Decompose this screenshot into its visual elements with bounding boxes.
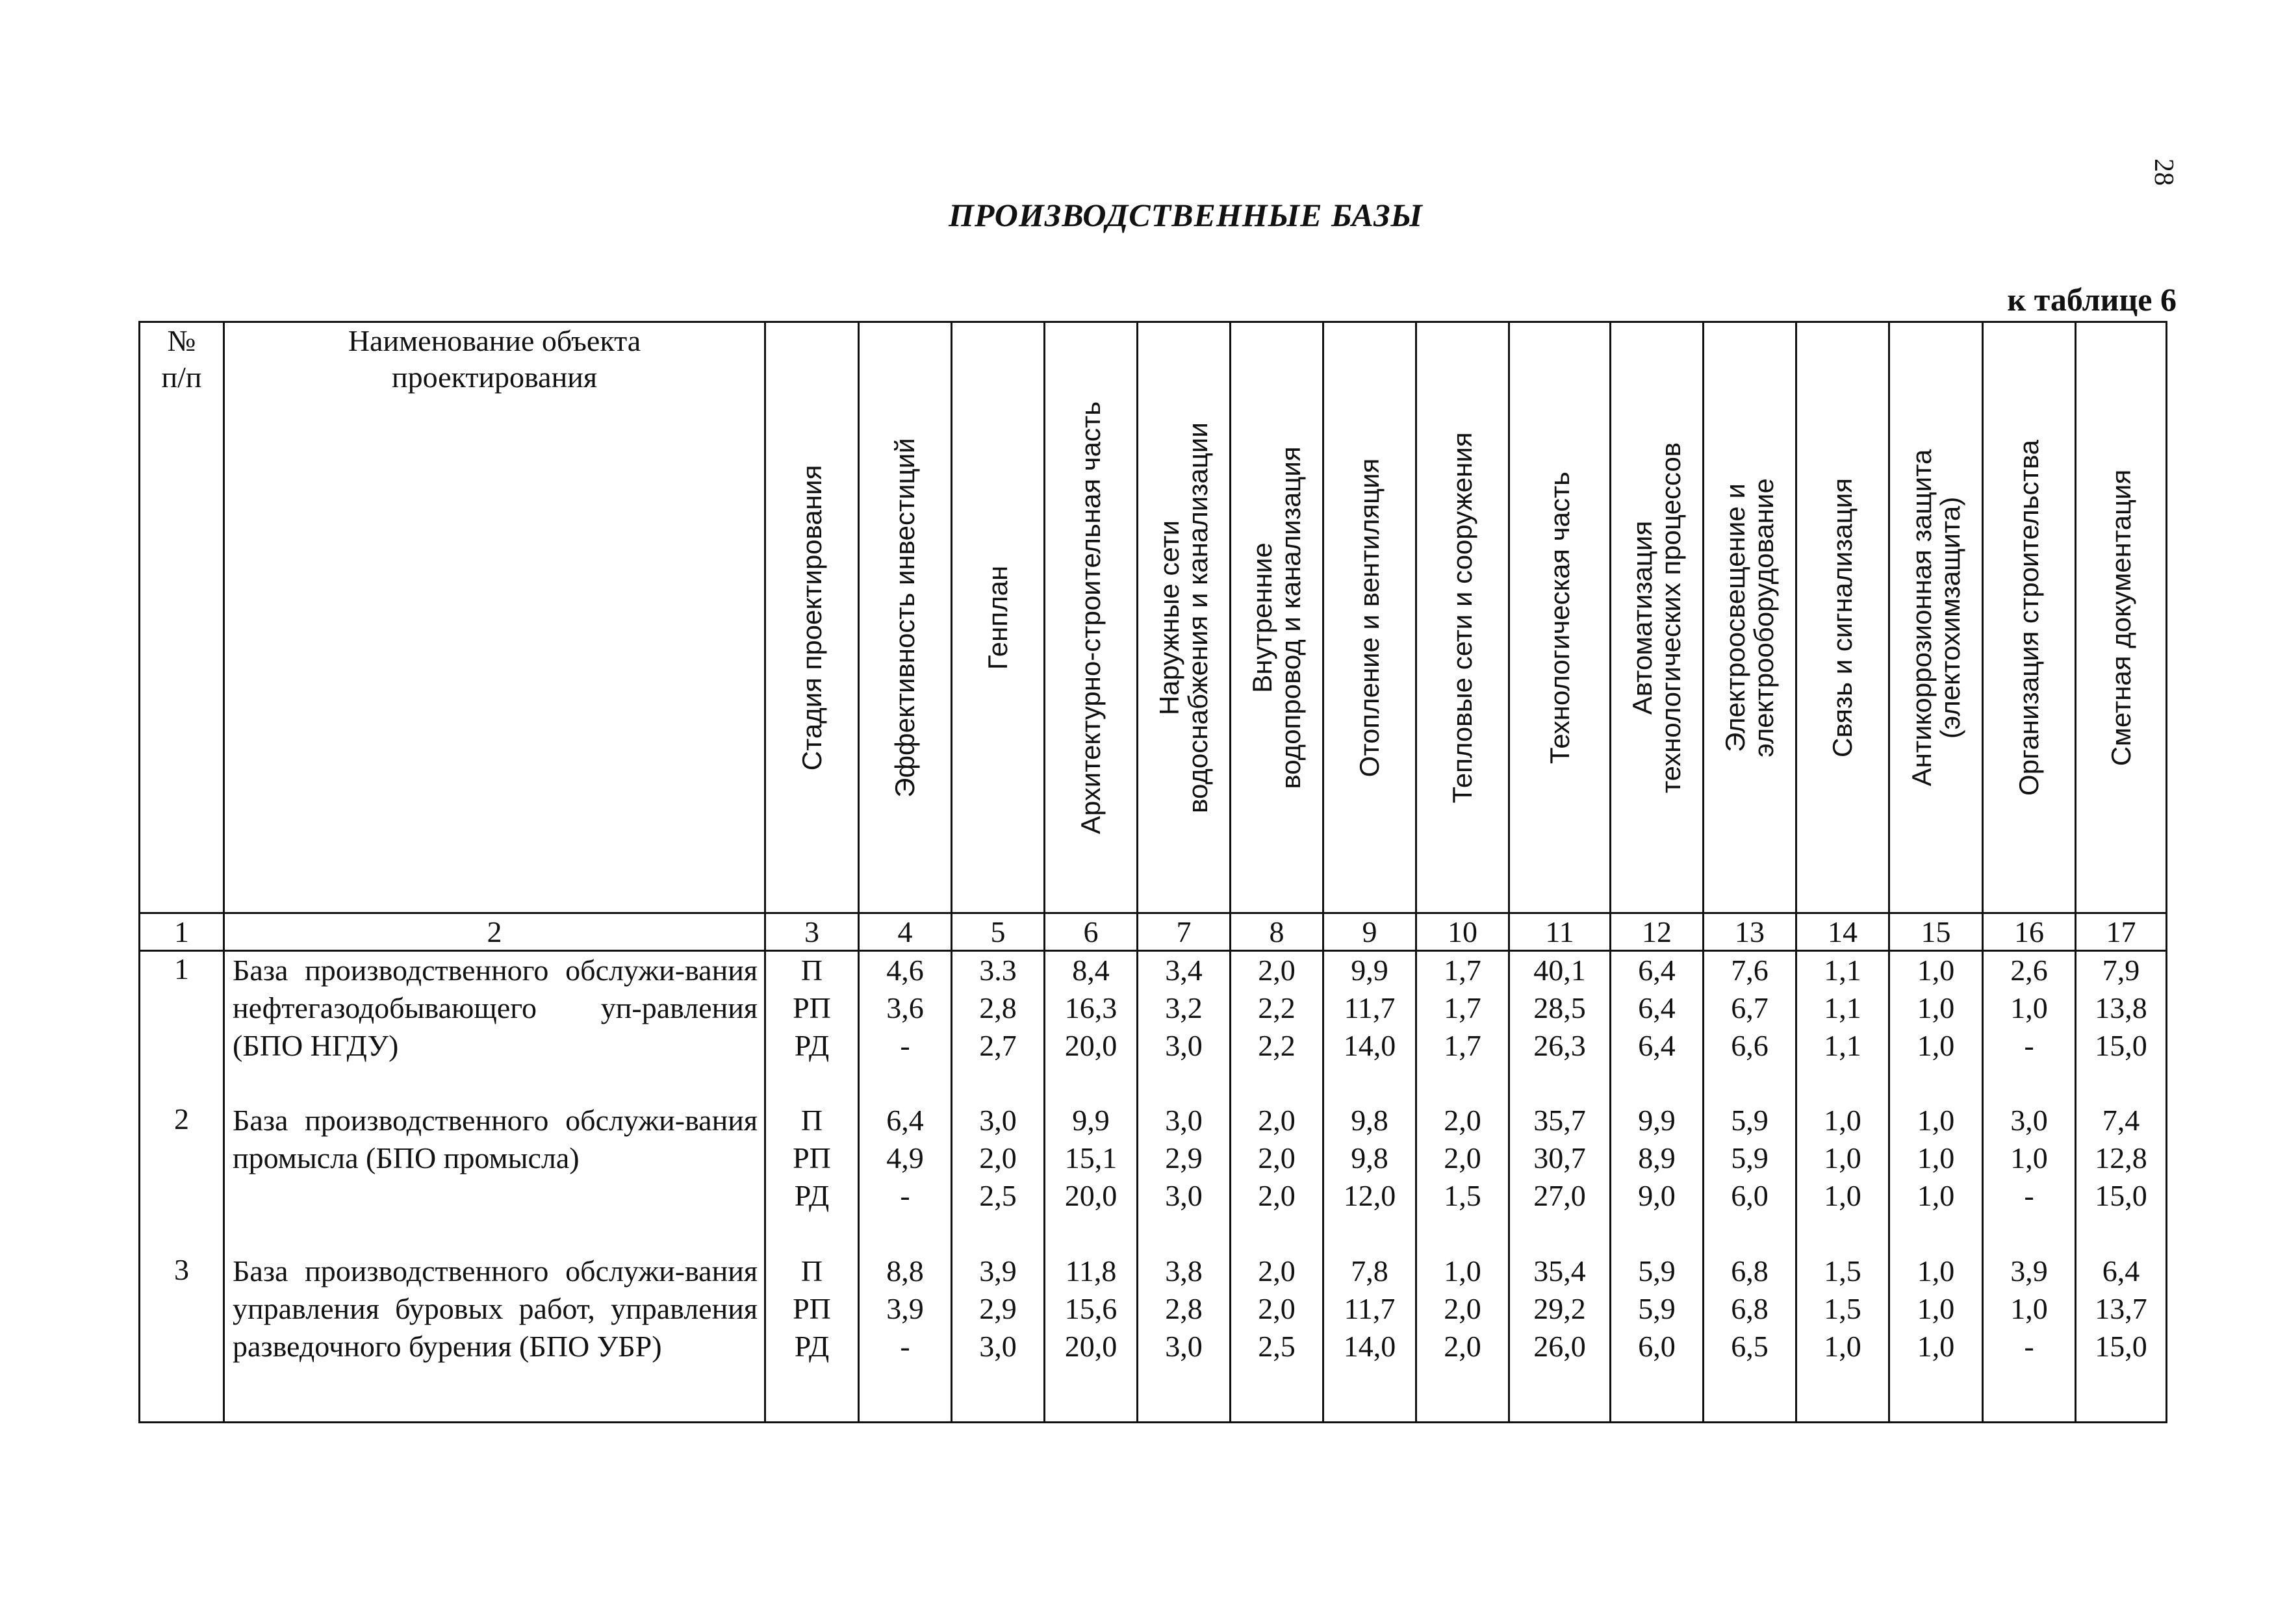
value: 9,8 — [1351, 1141, 1388, 1174]
page-title: ПРОИЗВОДСТВЕННЫЕ БАЗЫ — [949, 197, 1423, 233]
object-name: База производственного обслужи-вания управления буровых работ, управления разведочного бурения (БПО УБР) — [224, 1252, 765, 1423]
value: 1,0 — [1917, 1329, 1955, 1363]
column-number: 10 — [1416, 913, 1509, 951]
column-number: 17 — [2076, 913, 2167, 951]
header-col-label: Антикоррозионная защита (электохимзащита) — [1906, 449, 1965, 786]
value: 7,4 — [2102, 1103, 2140, 1137]
value-cell — [859, 1252, 952, 1423]
value-cell — [765, 1102, 859, 1252]
value: 2,5 — [1258, 1329, 1296, 1363]
header-col-label: Внутренние водопровод и канализация — [1247, 446, 1306, 789]
header-col-15 — [1889, 322, 1983, 913]
value: 3,9 — [979, 1254, 1017, 1288]
value: 6,5 — [1731, 1329, 1769, 1363]
header-col-label: Тепловые сети и сооружения — [1447, 431, 1477, 804]
header-col-4 — [859, 322, 952, 913]
value: 6,4 — [1638, 1029, 1676, 1062]
value: 20,0 — [1064, 1329, 1118, 1363]
value-cell — [1611, 1252, 1704, 1423]
value: 7,9 — [2102, 954, 2140, 987]
value: 1,0 — [1917, 991, 1955, 1024]
stage-code: РД — [794, 1029, 830, 1062]
value: 30,7 — [1533, 1141, 1586, 1174]
value: 2,0 — [1444, 1329, 1481, 1363]
header-col-6 — [1045, 322, 1138, 913]
value: 6,0 — [1731, 1178, 1769, 1212]
value: 5,9 — [1731, 1103, 1769, 1137]
object-name: База производственного обслужи-вания промысла (БПО промысла) — [224, 1102, 765, 1252]
value: 1,7 — [1444, 991, 1481, 1024]
header-object-name: Наименование объекта проектирования — [224, 322, 765, 913]
value: 1,0 — [1824, 1141, 1861, 1174]
value-cell — [1045, 1252, 1138, 1423]
value-cell — [1704, 1102, 1796, 1252]
value: - — [2024, 1178, 2034, 1212]
value: 2,9 — [1165, 1141, 1203, 1174]
value-cell — [1045, 1102, 1138, 1252]
value-cell — [1983, 1102, 2076, 1252]
value: 1,0 — [1917, 1029, 1955, 1062]
value-cell — [1509, 1102, 1611, 1252]
value-cell — [765, 951, 859, 1102]
header-col-label: Организация строительства — [2013, 439, 2044, 796]
value: 5,9 — [1638, 1291, 1676, 1325]
header-col-13 — [1704, 322, 1796, 913]
value-cell — [1889, 1252, 1983, 1423]
value: 6,4 — [1638, 991, 1676, 1024]
value-cell — [952, 951, 1045, 1102]
value: 3,0 — [1165, 1329, 1203, 1363]
value: 8,4 — [1072, 954, 1110, 987]
value: 4,9 — [886, 1141, 924, 1174]
value-cell — [1231, 1252, 1323, 1423]
value: 6,8 — [1731, 1254, 1769, 1288]
value: 8,9 — [1638, 1141, 1676, 1174]
value-cell — [1045, 951, 1138, 1102]
value: 6,7 — [1731, 991, 1769, 1024]
value: 9,0 — [1638, 1178, 1676, 1212]
value: 11,7 — [1344, 991, 1396, 1024]
column-number: 8 — [1231, 913, 1323, 951]
stage-code: РП — [793, 1141, 831, 1174]
stage-code: РП — [793, 1291, 831, 1325]
value: 3,9 — [2010, 1254, 2048, 1288]
value: 26,3 — [1533, 1029, 1586, 1062]
column-number: 9 — [1323, 913, 1416, 951]
value: 3.3 — [979, 954, 1017, 987]
value-cell — [1416, 1102, 1509, 1252]
object-name: База производственного обслужи-вания нефтегазодобывающего уп-равления (БПО НГДУ) — [224, 951, 765, 1102]
value: 9,9 — [1638, 1103, 1676, 1137]
value: 8,8 — [886, 1254, 924, 1288]
value: 1,5 — [1444, 1178, 1481, 1212]
header-col-10 — [1416, 322, 1509, 913]
column-number: 5 — [952, 913, 1045, 951]
value: 27,0 — [1533, 1178, 1586, 1212]
column-number: 15 — [1889, 913, 1983, 951]
value: 1,0 — [1917, 1178, 1955, 1212]
value: 3,2 — [1165, 991, 1203, 1024]
value: 6,4 — [2102, 1254, 2140, 1288]
header-col-8 — [1231, 322, 1323, 913]
value: 35,4 — [1533, 1254, 1586, 1288]
value-cell — [859, 1102, 952, 1252]
value-cell — [1138, 1102, 1231, 1252]
value: - — [900, 1329, 910, 1363]
value: 2,9 — [979, 1291, 1017, 1325]
value: 13,7 — [2095, 1291, 2147, 1325]
value: 6,4 — [1638, 954, 1676, 987]
value: 3,0 — [1165, 1103, 1203, 1137]
value-cell — [2076, 1252, 2167, 1423]
value: 15,0 — [2095, 1329, 2147, 1363]
value-cell — [1509, 951, 1611, 1102]
value: 2,0 — [1258, 1254, 1296, 1288]
value: 2,2 — [1258, 991, 1296, 1024]
header-col-label: Автоматизация технологических процессов — [1627, 442, 1686, 793]
value: 1,0 — [1917, 1291, 1955, 1325]
value: 6,0 — [1638, 1329, 1676, 1363]
value: 2,0 — [1444, 1291, 1481, 1325]
value: 2,0 — [1258, 1291, 1296, 1325]
value-cell — [1983, 1252, 2076, 1423]
header-col-17 — [2076, 322, 2167, 913]
value: 15,0 — [2095, 1178, 2147, 1212]
value: 12,8 — [2095, 1141, 2147, 1174]
value: 12,0 — [1343, 1178, 1396, 1212]
value: 1,0 — [1824, 1178, 1861, 1212]
page-number: 28 — [2149, 159, 2178, 186]
value: 20,0 — [1064, 1178, 1118, 1212]
stage-code: П — [800, 1254, 823, 1288]
column-number: 6 — [1045, 913, 1138, 951]
value-cell — [1323, 1102, 1416, 1252]
stage-code: РП — [793, 991, 831, 1024]
value: 1,7 — [1444, 1029, 1481, 1062]
value: 5,9 — [1638, 1254, 1676, 1288]
row-number: 2 — [140, 1102, 224, 1252]
value: 14,0 — [1343, 1029, 1396, 1062]
value: 28,5 — [1533, 991, 1586, 1024]
value: 2,8 — [1165, 1291, 1203, 1325]
header-col-9 — [1323, 322, 1416, 913]
value: 1,1 — [1824, 991, 1861, 1024]
column-number: 2 — [224, 913, 765, 951]
value-cell — [1611, 1102, 1704, 1252]
table-row-group-3 — [140, 1252, 2167, 1423]
column-number: 7 — [1138, 913, 1231, 951]
value-cell — [1704, 951, 1796, 1102]
value-cell — [1704, 1252, 1796, 1423]
value: 1,0 — [1824, 1329, 1861, 1363]
value: 7,8 — [1351, 1254, 1388, 1288]
value: 29,2 — [1533, 1291, 1586, 1325]
header-col-16 — [1983, 322, 2076, 913]
column-number: 1 — [140, 913, 224, 951]
value-cell — [1983, 951, 2076, 1102]
value-cell — [1889, 951, 1983, 1102]
value: 1,0 — [2010, 1141, 2048, 1174]
value: 9,8 — [1351, 1103, 1388, 1137]
value: 2,5 — [979, 1178, 1017, 1212]
header-col-5 — [952, 322, 1045, 913]
stage-code: РД — [794, 1329, 830, 1363]
value: 15,6 — [1064, 1291, 1118, 1325]
value: 1,5 — [1824, 1291, 1861, 1325]
column-number-row — [140, 913, 2167, 951]
header-col-12 — [1611, 322, 1704, 913]
value: 2,0 — [1258, 1103, 1296, 1137]
value-cell — [1416, 951, 1509, 1102]
value: 1,5 — [1824, 1254, 1861, 1288]
table-row-group-2 — [140, 1102, 2167, 1252]
value: - — [2024, 1029, 2034, 1062]
header-col-label: Отопление и вентиляция — [1354, 458, 1385, 777]
value: 20,0 — [1064, 1029, 1118, 1062]
value: 2,0 — [979, 1141, 1017, 1174]
value: - — [2024, 1329, 2034, 1363]
value: 3,9 — [886, 1291, 924, 1325]
value: 16,3 — [1064, 991, 1118, 1024]
header-col-label: Технологическая часть — [1544, 471, 1575, 764]
design-stages-table — [138, 321, 2167, 1423]
value: 1,1 — [1824, 1029, 1861, 1062]
value: 2,6 — [2010, 954, 2048, 987]
header-col-label: Связь и сигнализация — [1827, 477, 1858, 757]
header-col-label: Сметная документация — [2105, 469, 2136, 766]
value-cell — [1889, 1102, 1983, 1252]
value: 2,0 — [1444, 1103, 1481, 1137]
header-col-3 — [765, 322, 859, 913]
column-number: 12 — [1611, 913, 1704, 951]
value-cell — [952, 1252, 1045, 1423]
column-number: 11 — [1509, 913, 1611, 951]
header-col-14 — [1796, 322, 1889, 913]
value-cell — [1796, 1252, 1889, 1423]
value: 2,8 — [979, 991, 1017, 1024]
value: 3,0 — [979, 1103, 1017, 1137]
header-col-label: Стадия проектирования — [796, 464, 827, 770]
header-col-label: Архитектурно-строительная часть — [1075, 401, 1106, 834]
value-cell — [859, 951, 952, 1102]
value-cell — [1509, 1252, 1611, 1423]
value-cell — [1138, 951, 1231, 1102]
value: 9,9 — [1072, 1103, 1110, 1137]
value: - — [900, 1178, 910, 1212]
value: 4,6 — [886, 954, 924, 987]
value: 3,0 — [1165, 1029, 1203, 1062]
value: 2,0 — [1258, 954, 1296, 987]
stage-code: П — [800, 954, 823, 987]
value: 1,0 — [1917, 1103, 1955, 1137]
value: 6,8 — [1731, 1291, 1769, 1325]
value: 2,0 — [1444, 1141, 1481, 1174]
header-col-label: Генплан — [982, 565, 1013, 670]
value: 1,0 — [1917, 1254, 1955, 1288]
value: 11,8 — [1065, 1254, 1117, 1288]
value: 1,0 — [2010, 1291, 2048, 1325]
value-cell — [1323, 951, 1416, 1102]
column-number: 16 — [1983, 913, 2076, 951]
header-col-7 — [1138, 322, 1231, 913]
value-cell — [1416, 1252, 1509, 1423]
value-cell — [1231, 951, 1323, 1102]
value: 3,0 — [2010, 1103, 2048, 1137]
value: 1,0 — [1824, 1103, 1861, 1137]
value: 2,7 — [979, 1029, 1017, 1062]
table-row-group-1 — [140, 951, 2167, 1102]
value: 6,4 — [886, 1103, 924, 1137]
header-col-label: Электроосвещение и электрооборудование — [1720, 477, 1779, 757]
value: 1,7 — [1444, 954, 1481, 987]
value-cell — [952, 1102, 1045, 1252]
header-col-label: Наружные сети водоснабжения и канализации — [1154, 422, 1213, 813]
header-no: № п/п — [140, 322, 224, 913]
value-cell — [765, 1252, 859, 1423]
value: 3,0 — [1165, 1178, 1203, 1212]
value: 1,0 — [1444, 1254, 1481, 1288]
value: 15,0 — [2095, 1029, 2147, 1062]
value-cell — [1611, 951, 1704, 1102]
value: 6,6 — [1731, 1029, 1769, 1062]
table-row — [140, 1102, 2167, 1252]
value-cell — [1323, 1252, 1416, 1423]
value: 35,7 — [1533, 1103, 1586, 1137]
table-header-row — [140, 322, 2167, 913]
column-number: 13 — [1704, 913, 1796, 951]
row-number: 3 — [140, 1252, 224, 1423]
value: 3,4 — [1165, 954, 1203, 987]
value: 15,1 — [1064, 1141, 1118, 1174]
value: 5,9 — [1731, 1141, 1769, 1174]
value: 1,0 — [1917, 954, 1955, 987]
value: 40,1 — [1533, 954, 1586, 987]
value: 1,1 — [1824, 954, 1861, 987]
table-row — [140, 951, 2167, 1102]
value: 1,0 — [1917, 1141, 1955, 1174]
value: 2,2 — [1258, 1029, 1296, 1062]
value-cell — [1796, 1102, 1889, 1252]
value-cell — [1231, 1102, 1323, 1252]
value-cell — [1796, 951, 1889, 1102]
stage-code: П — [800, 1103, 823, 1137]
table-row — [140, 1252, 2167, 1423]
column-number: 14 — [1796, 913, 1889, 951]
column-number: 4 — [859, 913, 952, 951]
value: 26,0 — [1533, 1329, 1586, 1363]
value: 7,6 — [1731, 954, 1769, 987]
value: 9,9 — [1351, 954, 1388, 987]
column-number: 3 — [765, 913, 859, 951]
value-cell — [2076, 951, 2167, 1102]
value: - — [900, 1029, 910, 1062]
stage-code: РД — [794, 1178, 830, 1212]
header-col-label: Эффективность инвестиций — [889, 437, 920, 798]
value-cell — [1138, 1252, 1231, 1423]
table-reference: к таблице 6 — [2007, 281, 2177, 318]
value: 2,0 — [1258, 1178, 1296, 1212]
value: 3,6 — [886, 991, 924, 1024]
value: 11,7 — [1344, 1291, 1396, 1325]
header-col-11 — [1509, 322, 1611, 913]
value-cell — [2076, 1102, 2167, 1252]
value: 14,0 — [1343, 1329, 1396, 1363]
value: 13,8 — [2095, 991, 2147, 1024]
value: 2,0 — [1258, 1141, 1296, 1174]
value: 3,0 — [979, 1329, 1017, 1363]
value: 3,8 — [1165, 1254, 1203, 1288]
row-number: 1 — [140, 951, 224, 1102]
value: 1,0 — [2010, 991, 2048, 1024]
